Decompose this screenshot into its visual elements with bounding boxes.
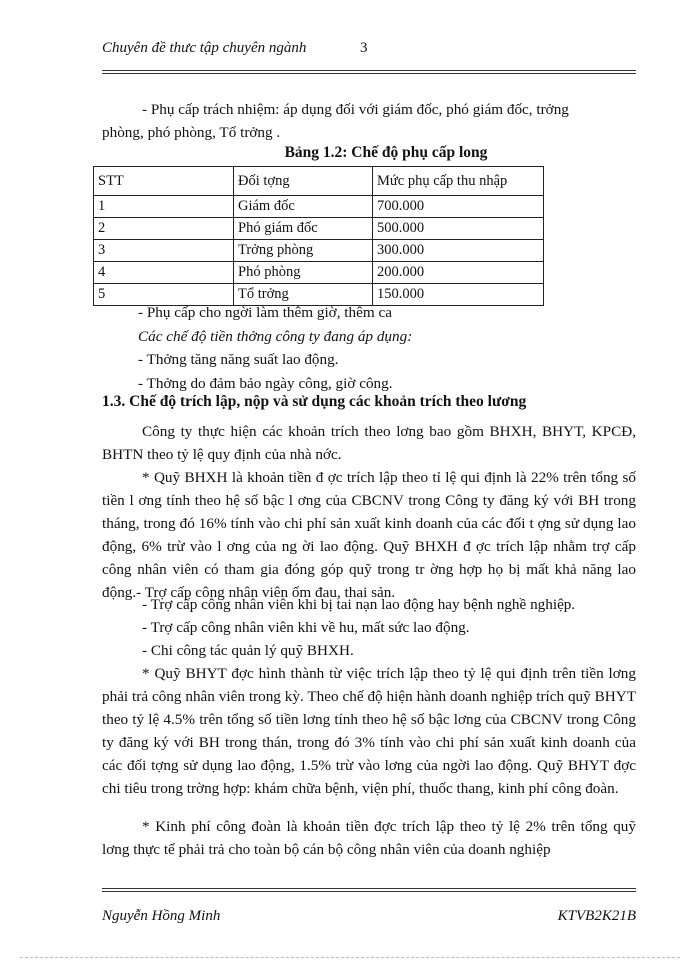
table-header-cell: Mức phụ cấp thu nhập (373, 167, 544, 196)
table-cell: Giám đốc (234, 196, 373, 218)
intro-line-2: phòng, phó phòng, Tổ trởng . (102, 124, 281, 141)
table-header-cell: STT (94, 167, 234, 196)
bonus-item: - Thởng tăng năng suất lao động. (138, 351, 339, 368)
page-number: 3 (360, 40, 368, 56)
page-header (102, 40, 368, 57)
header-title: Chuyên đề thưc tập chuyên ngành (102, 40, 307, 56)
paragraph-text: * Kinh phí công đoàn là khoản tiền đợc trích lập theo tỷ lệ 2% trên tổng quỹ lơng thực tế phải trả cho toàn bộ cán bộ công nhân viên của doanh nghiệp (102, 818, 636, 858)
table-cell: Trởng phòng (234, 240, 373, 262)
table-cell: 3 (94, 240, 234, 262)
footer-author: Nguyễn Hồng Minh (102, 908, 221, 924)
section-heading: 1.3. Chế độ trích lập, nộp và sử dụng các khoản trích theo lương (102, 393, 527, 410)
table-cell: 200.000 (373, 262, 544, 284)
paragraph-kpcd (102, 815, 636, 861)
table-header-row (94, 167, 544, 196)
bonus-item: - Thởng do đảm bảo ngày công, giờ công. (138, 374, 393, 392)
bonus-heading: Các chế độ tiền thởng công ty đang áp dụng: (138, 327, 413, 345)
paragraph-bhyt (102, 662, 636, 800)
table-row (94, 262, 544, 284)
header-rule (102, 70, 636, 74)
table-row (94, 196, 544, 218)
paragraph-intro (102, 420, 636, 466)
paragraph-text: * Quỹ BHXH là khoản tiền đ ợc trích lập theo tỉ lệ qui định là 22% trên tổng số tiền l ơng tính theo hệ số bậc l ơng của CBCNV trong Công ty đăng ký với BH trong tháng, trong đó 16% tính vào chi phí sản xuất kinh doanh của các đối t ợng sử dụng lao động, 6% trừ vào l ơng của ng ời lao động. Quỹ BHXH đ ợc trích lập nhằm trợ cấp công nhân viên có tham gia đóng góp quỹ trong tr ờng hợp họ bị mất khả năng lao động.- Trợ cấp công nhân viên ốm đau, thai sản. (102, 469, 636, 601)
table-cell: Tổ trởng (234, 284, 373, 306)
table-cell: 700.000 (373, 196, 544, 218)
table-cell: 5 (94, 284, 234, 306)
table-cell: 1 (94, 196, 234, 218)
bullet-item: - Chi công tác quản lý quỹ BHXH. (142, 642, 354, 659)
table-cell: 500.000 (373, 218, 544, 240)
paragraph-text: Công ty thực hiện các khoản trích theo lơng bao gồm BHXH, BHYT, KPCĐ, BHTN theo tỷ lệ quy định của nhà nớc. (102, 423, 636, 463)
table-cell: Phó phòng (234, 262, 373, 284)
intro-paragraph (102, 98, 636, 144)
page-bottom-divider (20, 957, 680, 958)
table-header-cell: Đối tợng (234, 167, 373, 196)
table-row (94, 218, 544, 240)
paragraph-text: * Quỹ BHYT đợc hình thành từ việc trích lập theo tỷ lệ qui định trên tiền lơng phải trả công nhân viên trong kỳ. Theo chế độ hiện hành doanh nghiệp trích quỹ BHYT theo tỷ lệ 4.5% trên tổng số tiền lơng tính theo hệ số bậc lơng của CBCNV trong Công ty đăng ký với BH trong thán, trong đó 3% tính vào chi phí sản xuất kinh doanh của các đối tợng sử dụng lao động, 1.5% trừ vào lơng của ngời lao động. Quỹ BHYT đợc chi tiêu trong trờng hợp: khám chữa bệnh, viện phí, thuốc thang, kinh phí công đoàn. (102, 665, 636, 797)
bullet-item: - Trợ cấp công nhân viên khi về hu, mất sức lao động. (142, 619, 470, 636)
table-cell: 150.000 (373, 284, 544, 306)
table-caption: Bảng 1.2: Chế độ phụ cấp long (284, 144, 488, 161)
intro-line-1: - Phụ cấp trách nhiệm: áp dụng đối với giám đốc, phó giám đốc, trởng (142, 101, 569, 118)
overtime-line: - Phụ cấp cho ngời làm thêm giờ, thêm ca (138, 304, 392, 321)
after-table-block (102, 301, 636, 395)
table-cell: Phó giám đốc (234, 218, 373, 240)
bhxh-bullets (102, 593, 636, 662)
footer-code: KTVB2K21B (557, 908, 636, 924)
table-row (94, 240, 544, 262)
table-cell: 4 (94, 262, 234, 284)
footer-rule (102, 888, 636, 892)
table-cell: 300.000 (373, 240, 544, 262)
table-cell: 2 (94, 218, 234, 240)
allowance-table (93, 166, 544, 306)
paragraph-bhxh (102, 466, 636, 604)
bullet-item: - Trợ cấp công nhân viên khi bị tai nạn lao động hay bệnh nghề nghiệp. (142, 596, 576, 613)
